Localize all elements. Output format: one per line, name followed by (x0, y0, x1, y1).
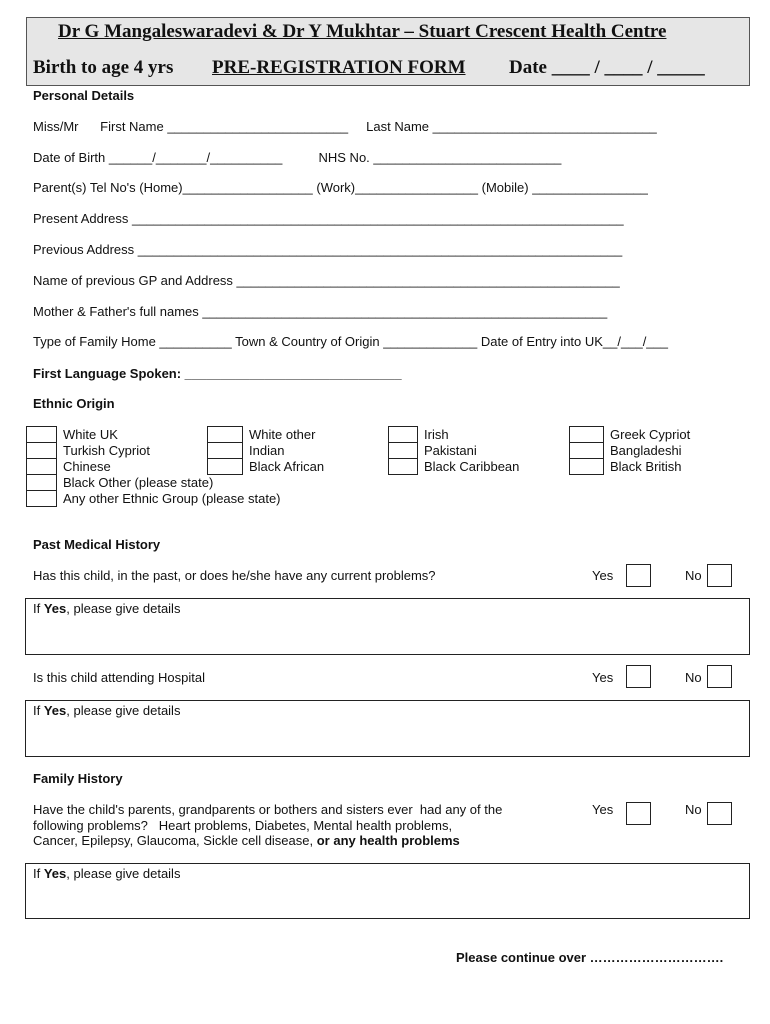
no-label: No (685, 568, 702, 583)
yes-label: Yes (592, 670, 614, 685)
previous-gp-field[interactable]: Name of previous GP and Address _____________________________________________________ (33, 273, 620, 288)
continue-note: Please continue over …………………………. (456, 950, 724, 965)
label-turkish-cypriot: Turkish Cypriot (63, 443, 150, 458)
label-black-caribbean: Black Caribbean (424, 459, 520, 474)
label-pakistani: Pakistani (424, 443, 477, 458)
checkbox-family-no[interactable] (707, 802, 732, 825)
label-white-other: White other (249, 427, 316, 442)
yes-label: Yes (592, 802, 614, 817)
family-details-label: If Yes, please give details (33, 866, 181, 881)
no-label: No (685, 670, 702, 685)
label-irish: Irish (424, 427, 449, 442)
checkbox-white-other[interactable] (207, 426, 243, 443)
yes-label: Yes (592, 568, 614, 583)
family-question-line2: following problems? Heart problems, Diabetes, Mental health problems, (33, 818, 453, 833)
checkbox-black-british[interactable] (569, 458, 604, 475)
hospital-details-label: If Yes, please give details (33, 703, 181, 718)
checkbox-hospital-yes[interactable] (626, 665, 651, 688)
no-label: No (685, 802, 702, 817)
checkbox-irish[interactable] (388, 426, 418, 443)
first-language-field[interactable]: First Language Spoken: ______________________________ (33, 366, 402, 381)
checkbox-black-caribbean[interactable] (388, 458, 418, 475)
label-any-other: Any other Ethnic Group (please state) (63, 491, 281, 506)
current-problems-question: Has this child, in the past, or does he/she have any current problems? (33, 568, 436, 583)
checkbox-chinese[interactable] (26, 458, 57, 475)
checkbox-problems-yes[interactable] (626, 564, 651, 587)
label-bangladeshi: Bangladeshi (610, 443, 682, 458)
parents-names-field[interactable]: Mother & Father's full names ________________________________________________________ (33, 304, 608, 319)
previous-address-field[interactable]: Previous Address ___________________________________________________________________ (33, 242, 623, 257)
checkbox-family-yes[interactable] (626, 802, 651, 825)
label-indian: Indian (249, 443, 285, 458)
problems-details-label: If Yes, please give details (33, 601, 181, 616)
past-medical-history-heading: Past Medical History (33, 537, 161, 552)
checkbox-greek-cypriot[interactable] (569, 426, 604, 443)
age-range: Birth to age 4 yrs (33, 57, 174, 78)
family-history-heading: Family History (33, 771, 123, 786)
dob-nhs-field[interactable]: Date of Birth ______/_______/__________ NHS No. __________________________ (33, 150, 562, 165)
checkbox-indian[interactable] (207, 442, 243, 459)
personal-details-heading: Personal Details (33, 88, 135, 103)
label-chinese: Chinese (63, 459, 111, 474)
form-type: PRE-REGISTRATION FORM (212, 57, 466, 78)
hospital-question: Is this child attending Hospital (33, 670, 205, 685)
label-black-british: Black British (610, 459, 682, 474)
family-question-line3: Cancer, Epilepsy, Glaucoma, Sickle cell disease, or any health problems (33, 833, 460, 848)
label-black-other: Black Other (please state) (63, 475, 214, 490)
checkbox-any-other[interactable] (26, 490, 57, 507)
checkbox-problems-no[interactable] (707, 564, 732, 587)
family-home-field[interactable]: Type of Family Home __________ Town & Country of Origin _____________ Date of Entry into UK__/___/___ (33, 334, 668, 349)
label-greek-cypriot: Greek Cypriot (610, 427, 691, 442)
checkbox-turkish-cypriot[interactable] (26, 442, 57, 459)
checkbox-white-uk[interactable] (26, 426, 57, 443)
checkbox-black-african[interactable] (207, 458, 243, 475)
checkbox-hospital-no[interactable] (707, 665, 732, 688)
present-address-field[interactable]: Present Address ____________________________________________________________________ (33, 211, 624, 226)
ethnic-origin-heading: Ethnic Origin (33, 396, 115, 411)
checkbox-pakistani[interactable] (388, 442, 418, 459)
checkbox-black-other[interactable] (26, 474, 57, 491)
label-black-african: Black African (249, 459, 325, 474)
label-white-uk: White UK (63, 427, 118, 442)
name-field[interactable]: Miss/Mr First Name _________________________ Last Name _______________________________ (33, 119, 657, 134)
telephone-field[interactable]: Parent(s) Tel No's (Home)__________________ (Work)_________________ (Mobile) ________________ (33, 180, 648, 195)
family-question-line1: Have the child's parents, grandparents or bothers and sisters ever had any of the (33, 802, 503, 817)
form-date-field[interactable]: Date ____ / ____ / _____ (509, 57, 705, 78)
form-title: Dr G Mangaleswaradevi & Dr Y Mukhtar – Stuart Crescent Health Centre (58, 21, 667, 42)
checkbox-bangladeshi[interactable] (569, 442, 604, 459)
